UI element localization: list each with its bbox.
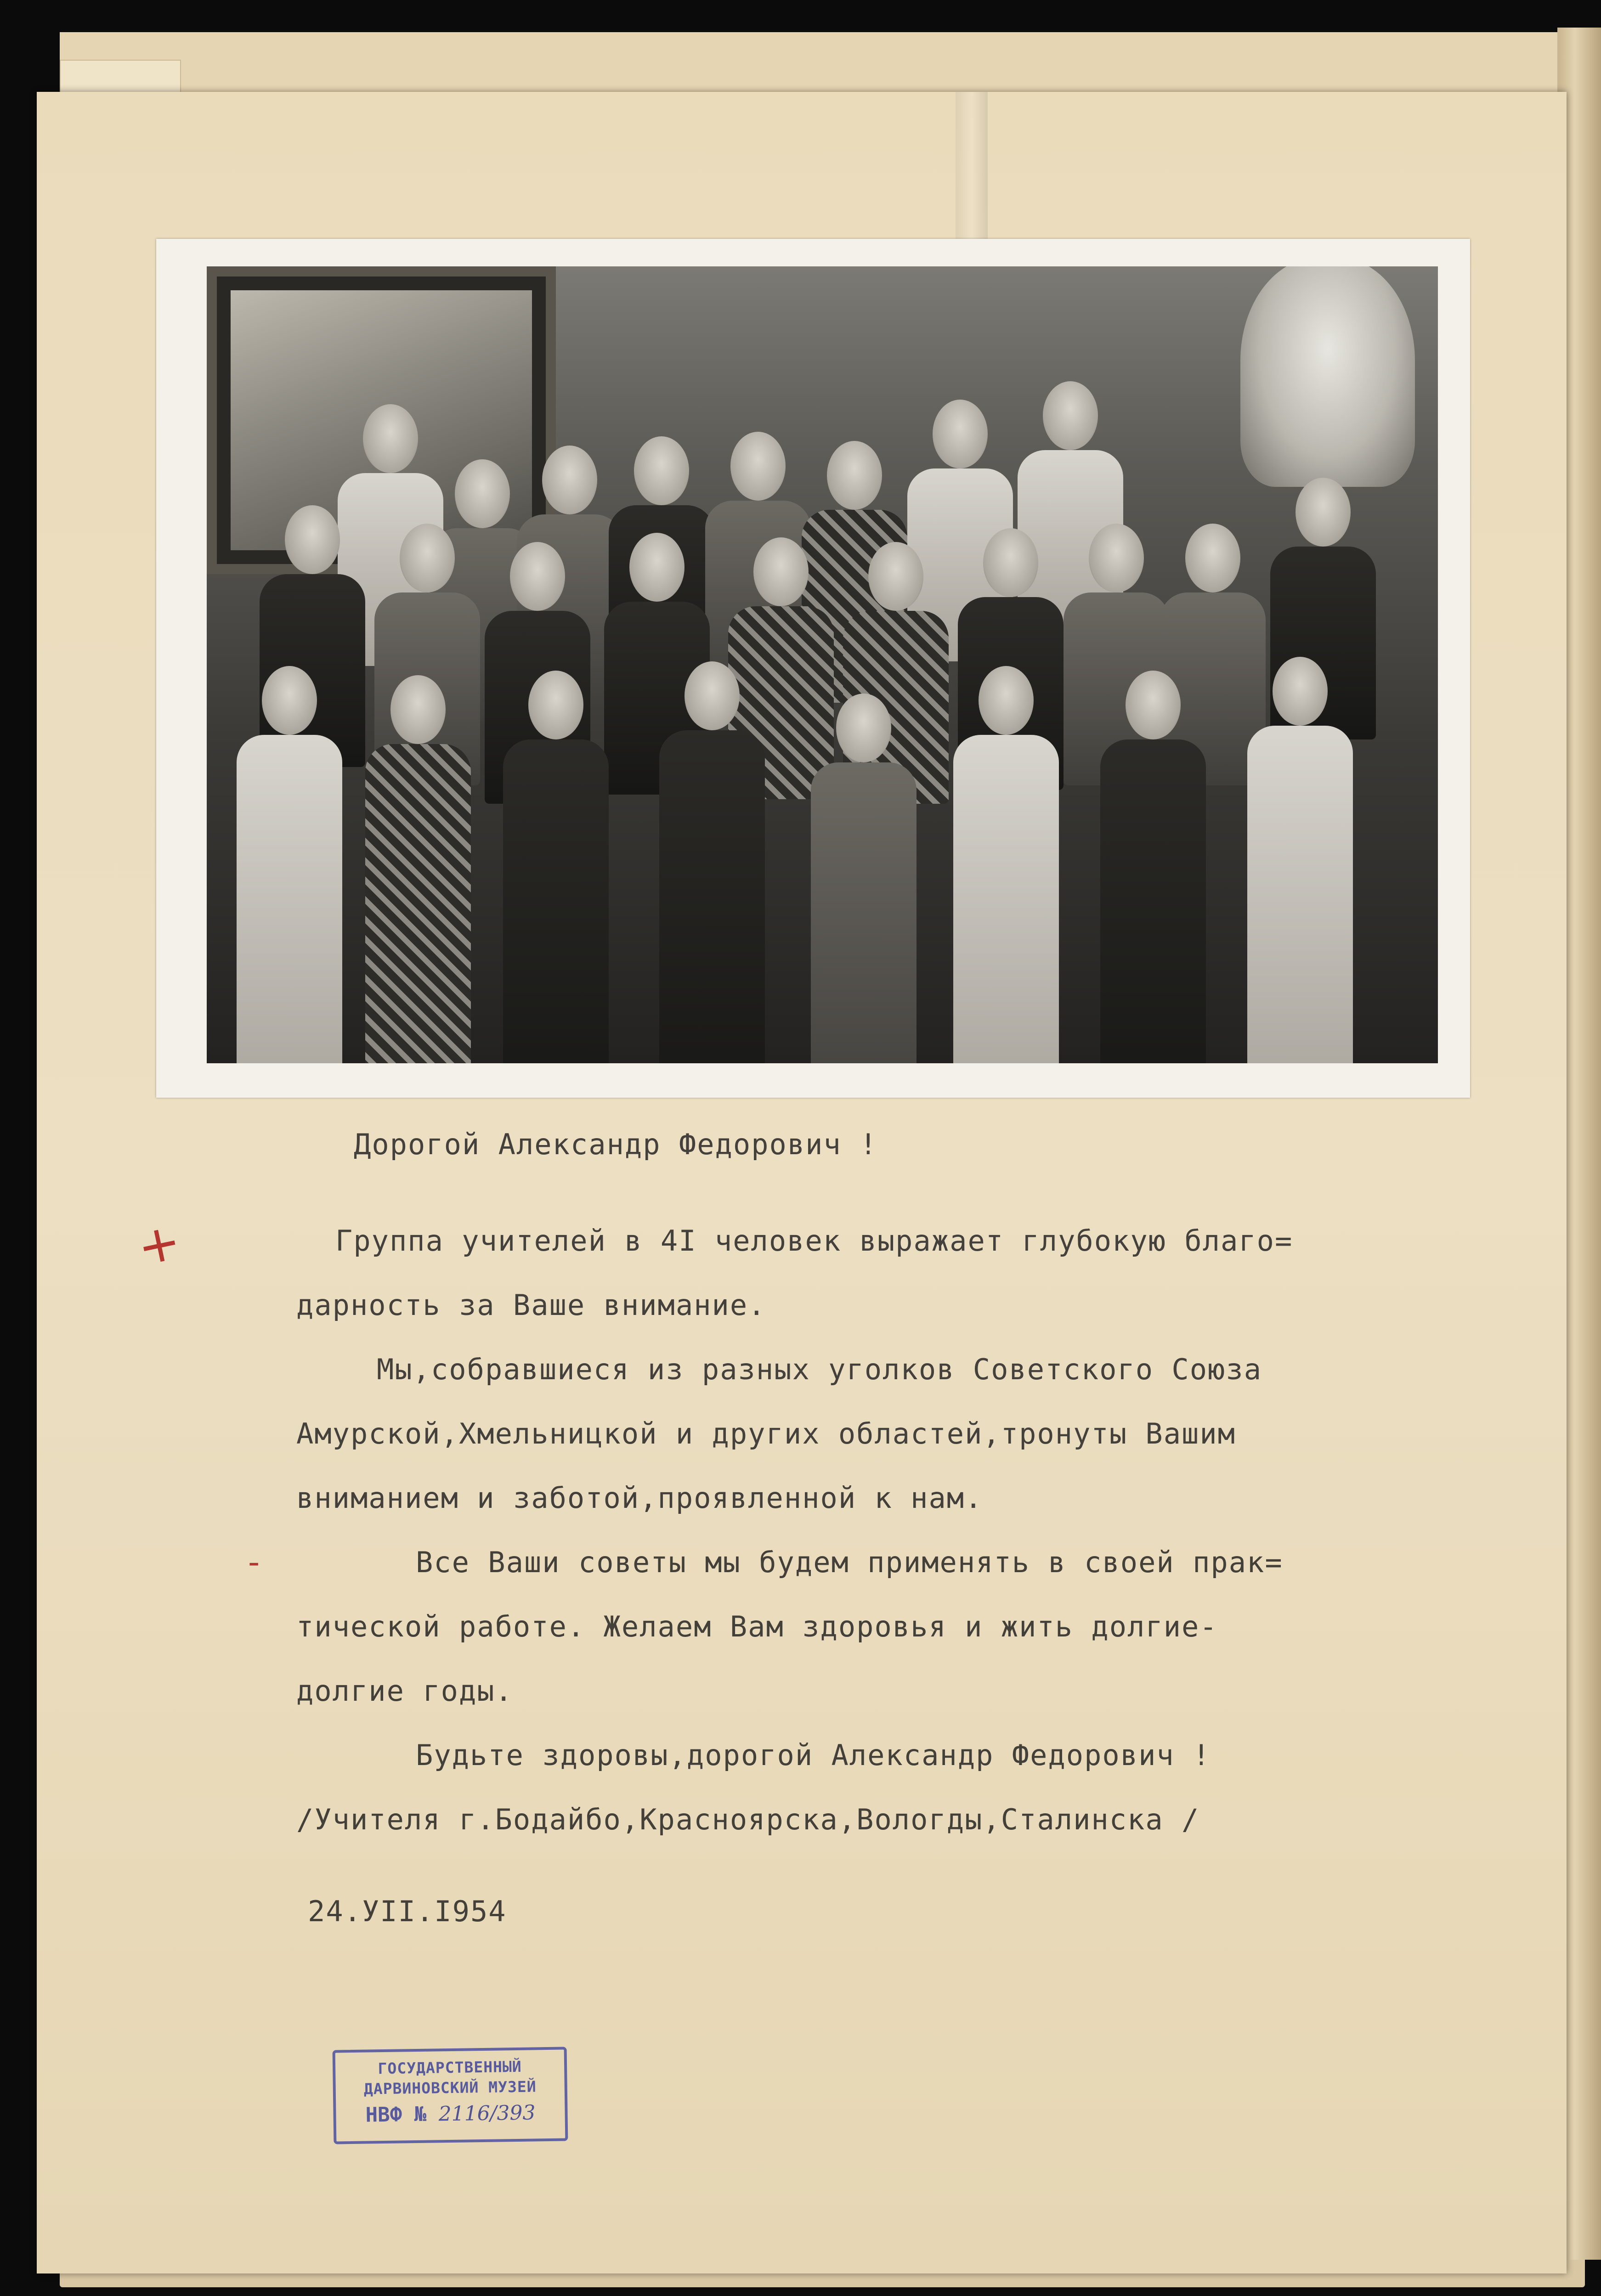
letter-date: 24.УII.I954: [308, 1895, 507, 1928]
letter-line: Все Ваши советы мы будем применять в своей прак=: [416, 1546, 1283, 1579]
letter-line: долгие годы.: [296, 1674, 513, 1708]
letter-line: Группа учителей в 4I человек выражает глубокую благо=: [335, 1224, 1293, 1258]
stamp-inventory-number: 2116/393: [438, 2101, 536, 2126]
stamp-fund-prefix: НВФ №: [365, 2102, 427, 2127]
letter-line: Мы,собравшиеся из разных уголков Советского Союза: [377, 1353, 1262, 1386]
letter-line: Будьте здоровы,дорогой Александр Федорович !: [416, 1738, 1211, 1772]
stamp-line-3: [344, 2097, 557, 2132]
margin-cross-mark: +: [132, 1211, 186, 1278]
stamp-line-1: ГОСУДАРСТВЕННЫЙ: [378, 2057, 522, 2078]
letter-salutation: Дорогой Александр Федорович !: [354, 1128, 878, 1161]
stamp-line-2: ДАРВИНОВСКИЙ МУЗЕЙ: [363, 2077, 537, 2098]
letter-line: Амурской,Хмельницкой и других областей,тронуты Вашим: [296, 1417, 1236, 1450]
letter-line: дарность за Ваше внимание.: [296, 1288, 766, 1322]
letter-line: тической работе. Желаем Вам здоровья и жить долгие-: [296, 1610, 1218, 1643]
letter-signature: /Учителя г.Бодайбо,Красноярска,Вологды,Сталинска /: [296, 1803, 1200, 1836]
margin-dash-mark: -: [248, 1543, 260, 1581]
letter-line: вниманием и заботой,проявленной к нам.: [296, 1481, 983, 1515]
museum-stamp: [333, 2047, 568, 2144]
